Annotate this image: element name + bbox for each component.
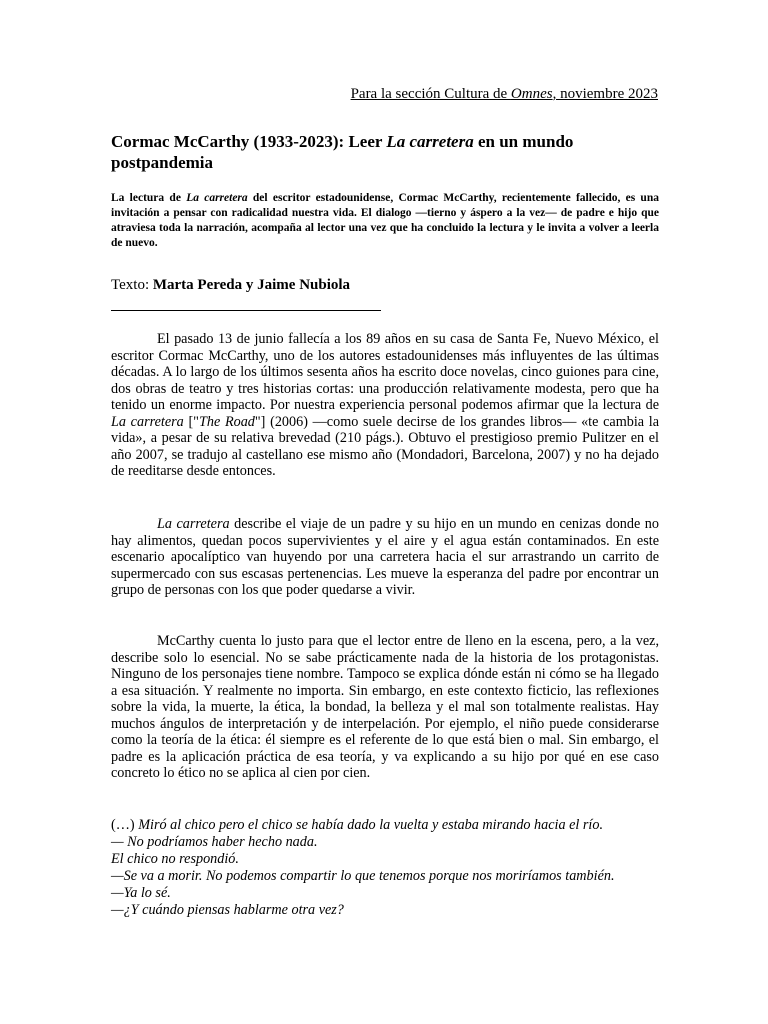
p1-book: La carretera: [111, 413, 184, 430]
lead-part1: La lectura de: [111, 192, 187, 204]
p1-original-title: The Road: [198, 413, 255, 430]
article-lead: [111, 191, 659, 251]
p1-text-c: "] (2006) —como suele decirse de los grandes libros— «te cambia la vida», a pesar de su relativa brevedad (210 págs.). Obtuvo el prestigioso premio Pulitzer en el año 2007, se tradujo al castellano ese mismo año (Mondadori, Barcelona, 2007) y no ha dejado de reeditarse desde entonces.: [111, 413, 659, 479]
header-publication: Omnes: [510, 86, 553, 102]
byline-label: Texto:: [111, 277, 153, 293]
title-part2: en un mundo postpandemia: [111, 132, 574, 172]
paragraph-3: McCarthy cuenta lo justo para que el lector entre de lleno en la escena, pero, a la vez, describe solo lo esencial. No se sabe prácticamente nada de la historia de los protagonistas. Ninguno de los personajes tiene nombre. Tampoco se explica dónde están ni cómo se ha llegado a esa situación. Y realmente no importa. Sin embargo, en este contexto ficticio, las reflexiones sobre la vida, la muerte, la ética, la bondad, la belleza y el mal son totalmente realistas. Hay muchos ángulos de interpretación y de interpelación. Por ejemplo, el niño puede considerarse como la teoría de la ética: él siempre es el referente de lo que está bien o mal. Sin embargo, el padre es la aplicación práctica de esa teoría, y va explicando a su hijo por qué en ese caso concreto lo ético no se aplica al cien por cien.: [111, 633, 659, 781]
quote-line-3: El chico no respondió.: [111, 851, 239, 867]
separator-rule: [111, 310, 381, 311]
paragraph-1: [111, 331, 659, 480]
p2-book: La carretera: [157, 516, 230, 532]
header-prefix: Para la sección Cultura de: [350, 86, 511, 102]
title-part1: Cormac McCarthy (1933-2023): Leer: [111, 132, 387, 151]
quote-line-5: —Ya lo sé.: [111, 885, 171, 901]
quote-line-2: — No podríamos haber hecho nada.: [111, 834, 318, 850]
byline-authors: Marta Pereda y Jaime Nubiola: [152, 277, 351, 293]
title-book: La carretera: [386, 132, 474, 151]
p2-text: describe el viaje de un padre y su hijo en un mundo en cenizas donde no hay alimentos, quedan pocos supervivientes y el aire y el agua están contaminados. En este escenario apocalíptico van huyendo por una carretera hacia el sur arrastrando un carrito de supermercado con sus escasas pertenencias. Les mueve la esperanza del padre por encontrar un grupo de personas con los que poder quedarse a vivir.: [111, 516, 659, 598]
quote-block: [111, 817, 659, 919]
header-line: [351, 86, 658, 103]
article-title: [111, 131, 631, 173]
byline: [111, 277, 350, 294]
p1-text-a: El pasado 13 de junio fallecía a los 89 años en su casa de Santa Fe, Nuevo México, el escritor Cormac McCarthy, uno de los autores estadounidenses más influyentes de las últimas décadas. A lo largo de los últimos sesenta años ha escrito doce novelas, cinco guiones para cine, dos obras de teatro y tres historias cortas: una producción relativamente modesta, pero que ha tenido un enorme impacto. Por nuestra experiencia personal podemos afirmar que la lectura de: [111, 331, 659, 413]
quote-line-1: [111, 817, 659, 834]
paragraph-2: [111, 516, 659, 599]
quote-ellipsis: (…): [111, 817, 135, 833]
quote-line-6: —¿Y cuándo piensas hablarme otra vez?: [111, 902, 344, 918]
lead-book: La carretera: [186, 192, 248, 204]
header-suffix: , noviembre 2023: [552, 86, 658, 102]
lead-part2: del escritor estadounidense, Cormac McCarthy, recientemente fallecido, es una invitación a pensar con radicalidad nuestra vida. El dialogo —tierno y áspero a la vez— de padre e hijo que atraviesa toda la narración, acompaña al lector una vez que ha concluido la lectura y le invita a volver a leerla de nuevo.: [111, 192, 659, 249]
quote-line-4: —Se va a morir. No podemos compartir lo que tenemos porque nos moriríamos también.: [111, 868, 615, 884]
p1-text-b: [": [183, 413, 199, 430]
quote-line-1-text: Miró al chico pero el chico se había dado la vuelta y estaba mirando hacia el río.: [134, 817, 604, 833]
